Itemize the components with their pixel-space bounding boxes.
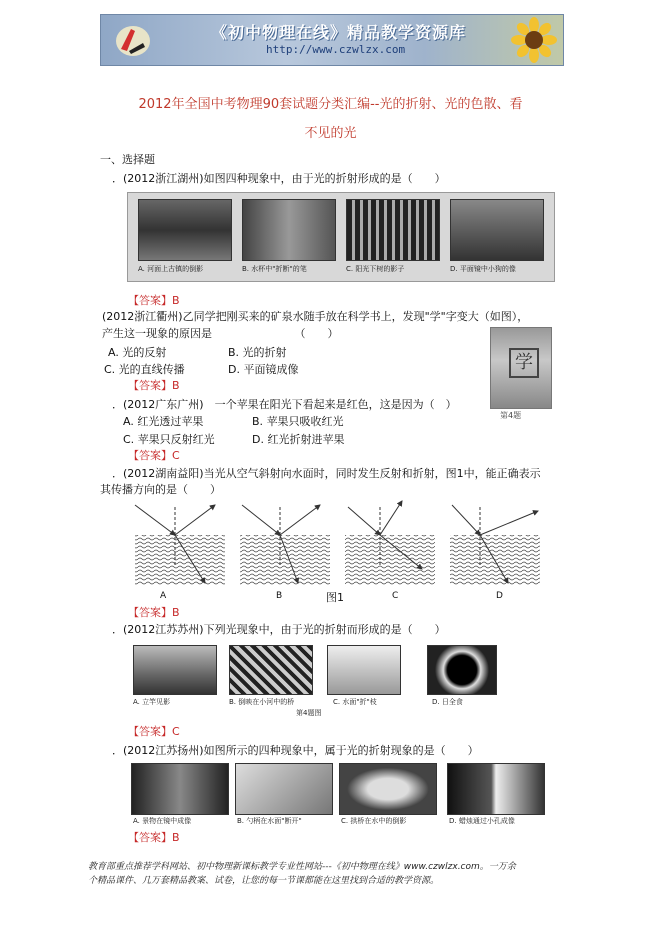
document-title-line2: 不见的光 xyxy=(304,126,357,141)
magnified-character: 学 xyxy=(509,348,539,378)
q3-option-d: D. 红光折射进苹果 xyxy=(252,433,345,446)
photo-pole-shadow xyxy=(133,645,217,695)
diagram-d xyxy=(450,505,540,585)
q5-caption-d: D. 日全食 xyxy=(432,698,463,706)
photo-car-mirror xyxy=(131,763,229,815)
answer-value: B xyxy=(172,606,180,619)
q6-caption-b: B. 勺柄在水面"断开" xyxy=(237,817,302,825)
question-1-figure xyxy=(127,192,555,282)
caption-d: D. 平面镜中小狗的像 xyxy=(450,265,516,273)
answer-label: 【答案】 xyxy=(128,294,172,307)
answer-label: 【答案】 xyxy=(128,379,172,392)
answer-label: 【答案】 xyxy=(128,449,172,462)
photo-bridge-reflection xyxy=(229,645,313,695)
photo-spoon-water xyxy=(235,763,333,815)
diagram-label-b: B xyxy=(276,591,283,601)
section-heading: 一、选择题 xyxy=(100,153,155,166)
photo-tree-shadow xyxy=(346,199,440,261)
answer-value: B xyxy=(172,294,180,307)
q3-option-b: B. 苹果只吸收红光 xyxy=(252,415,344,428)
question-4-stem-2: 其传播方向的是（ ） xyxy=(100,483,221,496)
q2-option-a: A. 光的反射 xyxy=(108,346,167,359)
diagram-c xyxy=(345,501,435,585)
answer-3 xyxy=(128,447,180,463)
document-title-line1: 2012年全国中考物理90套试题分类汇编--光的折射、光的色散、看 xyxy=(138,97,523,112)
diagram-b xyxy=(240,505,330,585)
question-3-stem: ．(2012广东广州) 一个苹果在阳光下看起来是红色，这是因为（ ） xyxy=(112,398,457,411)
q5-caption-b: B. 倒映在小河中的桥 xyxy=(229,698,295,706)
q5-caption-c: C. 水面"折"枝 xyxy=(333,698,377,706)
answer-value: B xyxy=(172,379,180,392)
q5-figure-label: 第4题图 xyxy=(296,709,322,717)
q2-option-c: C. 光的直线传播 xyxy=(104,363,185,376)
caption-b: B. 水杯中"折断"的笔 xyxy=(242,265,307,273)
question-4-stem: ．(2012湖南益阳)当光从空气斜射向水面时，同时发生反射和折射，图1中，能正确表示 xyxy=(112,467,541,480)
answer-2 xyxy=(128,377,180,393)
question-6-stem: ．(2012江苏扬州)如图所示的四种现象中，属于光的折射现象的是（ ） xyxy=(112,744,479,757)
diagram-label-a: A xyxy=(160,591,167,601)
q6-caption-c: C. 拱桥在水中的倒影 xyxy=(341,817,407,825)
photo-pinhole-candle xyxy=(447,763,545,815)
photo-bent-pencil xyxy=(242,199,336,261)
photo-town-reflection xyxy=(138,199,232,261)
question-1-stem: ．(2012浙江湖州)如图四种现象中，由于光的折射形成的是（ ） xyxy=(112,172,446,185)
q6-caption-d: D. 蜡烛通过小孔成像 xyxy=(449,817,515,825)
page-footer xyxy=(88,860,588,888)
q2-option-b: B. 光的折射 xyxy=(228,346,287,359)
answer-label: 【答案】 xyxy=(128,606,172,619)
caption-c: C. 阳光下树的影子 xyxy=(346,265,405,273)
answer-label: 【答案】 xyxy=(128,725,172,738)
site-logo-icon xyxy=(113,21,153,59)
question-2-stem-2: 产生这一现象的原因是 （ ） xyxy=(102,327,339,340)
photo-bent-branch xyxy=(327,645,401,695)
q3-option-a: A. 红光透过苹果 xyxy=(123,415,204,428)
photo-solar-eclipse xyxy=(427,645,497,695)
figure-1-label: 图1 xyxy=(326,591,344,604)
answer-4 xyxy=(128,604,180,620)
footer-line-1: 教育部重点推荐学科网站、初中物理新课标教学专业性网站---《初中物理在线》www.czwlzx.com。一万余 xyxy=(88,862,516,872)
answer-1 xyxy=(128,292,180,308)
diagram-label-d: D xyxy=(496,591,503,601)
answer-5 xyxy=(128,723,180,739)
sunflower-icon xyxy=(511,17,557,63)
q6-caption-a: A. 景物在镜中成像 xyxy=(133,817,192,825)
photo-arch-bridge xyxy=(339,763,437,815)
answer-value: B xyxy=(172,831,180,844)
question-2-stem: (2012浙江衢州)乙同学把刚买来的矿泉水随手放在科学书上，发现"学"字变大（如图）， xyxy=(102,310,529,323)
footer-line-2: 个精品课件、几万套精品教案、试卷，让您的每一节课都能在这里找到合适的教学资源。 xyxy=(88,876,440,886)
refraction-diagrams xyxy=(130,497,550,597)
answer-value: C xyxy=(172,449,180,462)
banner-title: 《初中物理在线》精品教学资源库 xyxy=(211,23,467,42)
q2-figure-label: 第4题 xyxy=(500,411,522,420)
q2-option-d: D. 平面镜成像 xyxy=(228,363,299,376)
question-5-stem: ．(2012江苏苏州)下列光现象中，由于光的折射而形成的是（ ） xyxy=(112,623,446,636)
site-banner xyxy=(100,14,564,66)
photo-dog-mirror xyxy=(450,199,544,261)
question-2-photo xyxy=(490,327,552,409)
diagram-label-c: C xyxy=(392,591,399,601)
answer-label: 【答案】 xyxy=(128,831,172,844)
q5-caption-a: A. 立竿见影 xyxy=(133,698,171,706)
answer-6 xyxy=(128,829,180,845)
answer-value: C xyxy=(172,725,180,738)
diagram-a xyxy=(135,505,225,585)
banner-url[interactable]: http://www.czwlzx.com xyxy=(266,43,406,56)
q3-option-c: C. 苹果只反射红光 xyxy=(123,433,215,446)
caption-a: A. 河面上古镇的倒影 xyxy=(138,265,204,273)
